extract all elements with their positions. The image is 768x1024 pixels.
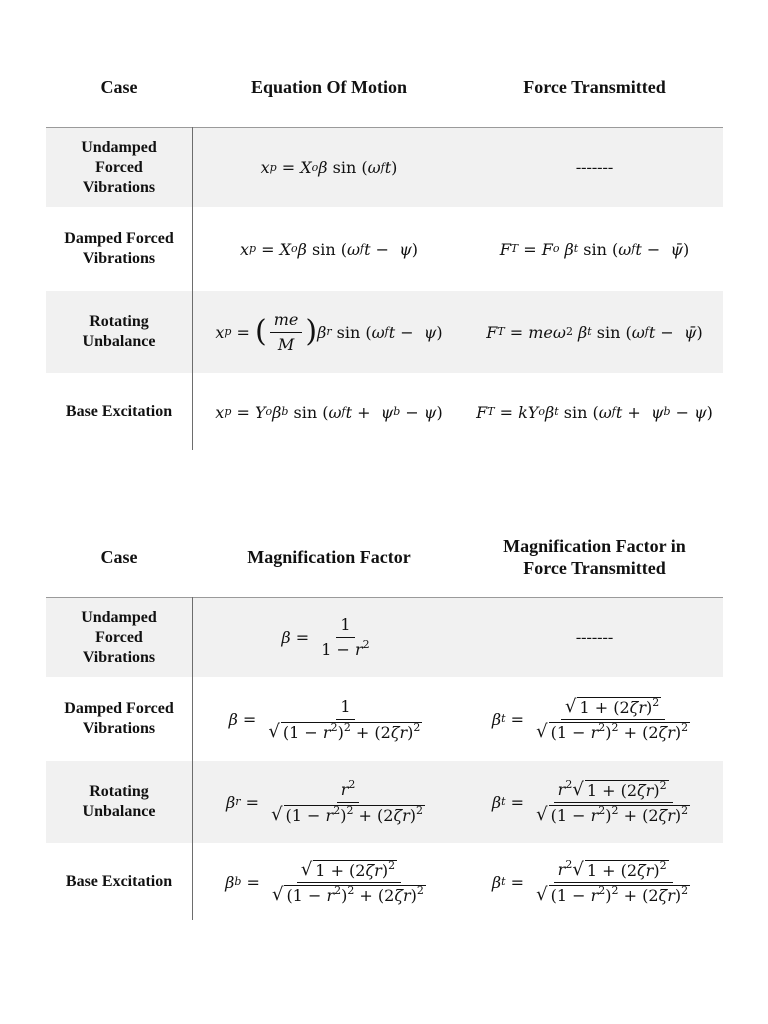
case-line: Undamped bbox=[81, 138, 157, 156]
case-line: Forced bbox=[95, 628, 143, 646]
case-label bbox=[46, 128, 192, 207]
force-undamped: ------- bbox=[575, 158, 614, 176]
case-line: Vibrations bbox=[82, 250, 156, 267]
equation-damped: x p = X o β sin ( ω f t − ψ ) bbox=[240, 239, 418, 259]
case-line: Rotating bbox=[89, 313, 149, 330]
force-magnification-undamped: ------- bbox=[575, 628, 614, 646]
table-row bbox=[46, 677, 723, 761]
table-row bbox=[46, 761, 723, 843]
column-divider bbox=[192, 597, 193, 920]
table-header bbox=[46, 46, 723, 128]
magnification-base: β b = √ $1 + (2\zeta r)^2$ √ $(1 - r^2)^2 + (2\zeta r)^2$ bbox=[225, 858, 424, 905]
force-rotating: F T = meω 2 β t sin ( ω f t − ψ̄ ) bbox=[486, 322, 703, 342]
case-label bbox=[46, 598, 192, 677]
header-force-transmitted: Force Transmitted bbox=[523, 76, 666, 97]
force-magnification-base: β t = $r^2$ √ $1 + (2\zeta r)^2$ √ $(1 - r^2)^2 + (2\zeta r)^2$ bbox=[491, 857, 689, 905]
magnification-rotating: β r = $r^2$ √ $(1 - r^2)^2 + (2\zeta r)^2$ bbox=[225, 777, 424, 825]
table-row bbox=[46, 843, 723, 921]
table-header bbox=[46, 516, 723, 598]
case-line: Damped Forced bbox=[64, 230, 174, 247]
column-divider bbox=[192, 127, 193, 450]
magnification-undamped: β = $\frac{1}{1 - r^2}$ bbox=[281, 615, 370, 659]
case-line: Vibrations bbox=[82, 178, 156, 196]
equation-rotating: x p = ( $\frac{me}{M}$ ) β r sin ( ω f t − ψ ) bbox=[215, 309, 443, 354]
magnification-factor-table bbox=[46, 516, 723, 921]
case-line: Undamped bbox=[81, 608, 157, 626]
case-label bbox=[46, 843, 192, 921]
equation-base: x p = Y o β b sin ( ω f t + ψ b − ψ ) bbox=[215, 402, 443, 422]
case-line: Vibrations bbox=[82, 648, 156, 666]
case-label bbox=[46, 207, 192, 291]
header-line: Force Transmitted bbox=[523, 557, 666, 578]
case-line: Damped Forced bbox=[64, 700, 174, 717]
case-line: Vibrations bbox=[82, 720, 156, 737]
table-row bbox=[46, 598, 723, 677]
case-line: Forced bbox=[95, 158, 143, 176]
magnification-damped: β = 1 √ $(1 - r^2)^2 + (2\zeta r)^2$ bbox=[228, 696, 421, 742]
case-label bbox=[46, 677, 192, 761]
force-magnification-damped: β t = √ $1 + (2\zeta r)^2$ √ $(1 - r^2)^2 + (2\zeta r)^2$ bbox=[491, 695, 689, 742]
header-equation-of-motion: Equation Of Motion bbox=[250, 76, 408, 97]
case-line: Unbalance bbox=[82, 803, 156, 820]
header-magnification-factor: Magnification Factor bbox=[247, 546, 411, 567]
table-row bbox=[46, 373, 723, 451]
equation-of-motion-table bbox=[46, 46, 723, 451]
table-row bbox=[46, 207, 723, 291]
table-row bbox=[46, 128, 723, 207]
case-line: Base Excitation bbox=[65, 873, 173, 890]
force-damped: F T = F o β t sin ( ω f t − ψ̄ ) bbox=[499, 239, 690, 259]
equation-undamped: x p = X o β sin ( ω f t ) bbox=[260, 158, 398, 177]
header-line: Magnification Factor in bbox=[503, 535, 686, 556]
case-line: Base Excitation bbox=[65, 403, 173, 420]
case-label bbox=[46, 761, 192, 843]
case-line: Rotating bbox=[89, 783, 149, 800]
case-label bbox=[46, 291, 192, 373]
header-case: Case bbox=[100, 76, 138, 97]
header-magnification-factor-force bbox=[466, 516, 723, 597]
case-label bbox=[46, 373, 192, 451]
case-line: Unbalance bbox=[82, 333, 156, 350]
force-base: F T = kY o β t sin ( ω f t + ψ b − ψ ) bbox=[476, 402, 713, 422]
header-case: Case bbox=[100, 546, 138, 567]
force-magnification-rotating: β t = $r^2$ √ $1 + (2\zeta r)^2$ √ $(1 - r^2)^2 + (2\zeta r)^2$ bbox=[491, 777, 689, 825]
table-row bbox=[46, 291, 723, 373]
